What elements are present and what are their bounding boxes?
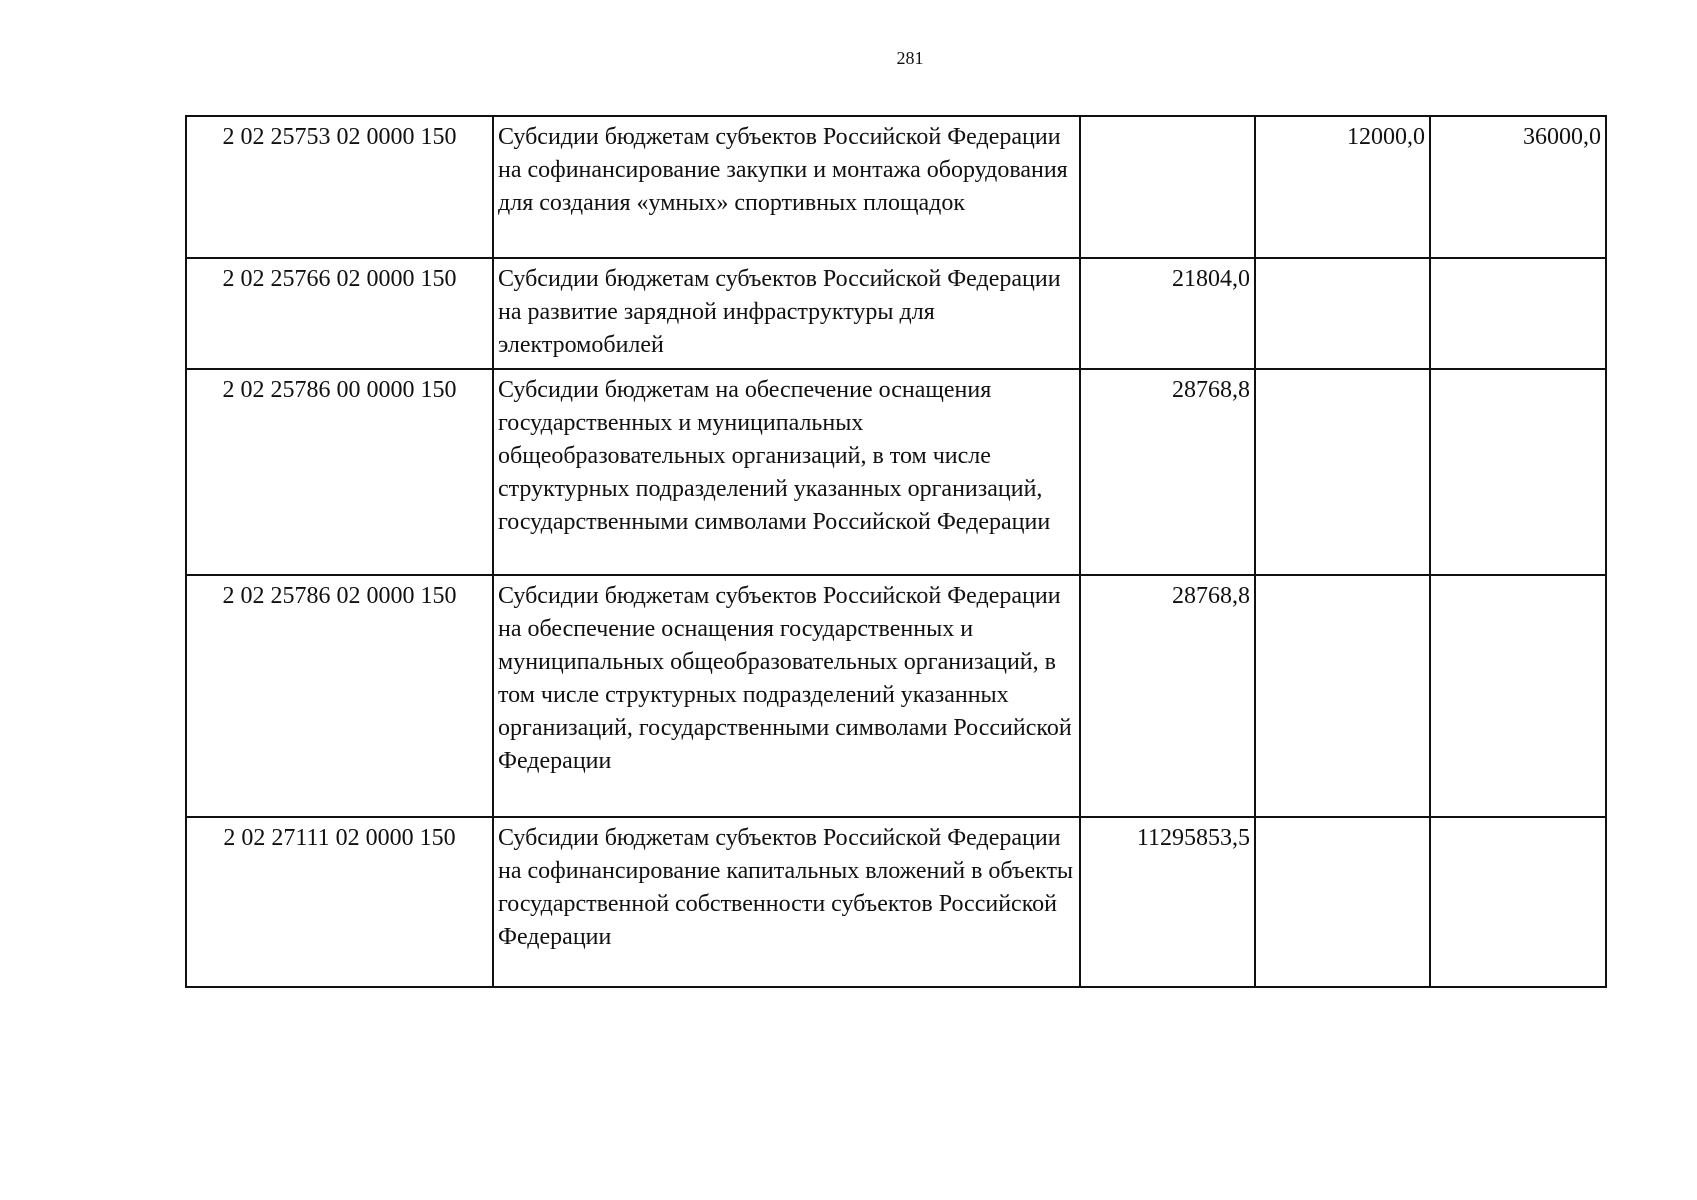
budget-code-cell: 2 02 25753 02 0000 150: [186, 116, 493, 258]
description-cell: Субсидии бюджетам субъектов Российской Федерации на софинансирование капитальных вложений в объекты государственной собственности субъектов Российской Федерации: [493, 817, 1080, 987]
value-cell-3: [1430, 817, 1606, 987]
table-row: [186, 116, 1606, 258]
value-cell-2: 12000,0: [1255, 116, 1430, 258]
table-row: [186, 369, 1606, 575]
value-cell-2: [1255, 258, 1430, 369]
page-number: 281: [896, 48, 924, 68]
value-cell-1: [1080, 116, 1255, 258]
value-cell-1: 28768,8: [1080, 369, 1255, 575]
table-row: [186, 258, 1606, 369]
value-cell-3: [1430, 575, 1606, 817]
budget-code-cell: 2 02 25766 02 0000 150: [186, 258, 493, 369]
value-cell-3: 36000,0: [1430, 116, 1606, 258]
table-row: [186, 575, 1606, 817]
budget-code-cell: 2 02 25786 00 0000 150: [186, 369, 493, 575]
budget-code-cell: 2 02 27111 02 0000 150: [186, 817, 493, 987]
description-cell: Субсидии бюджетам субъектов Российской Федерации на развитие зарядной инфраструктуры для электромобилей: [493, 258, 1080, 369]
value-cell-1: 28768,8: [1080, 575, 1255, 817]
value-cell-3: [1430, 258, 1606, 369]
description-cell: Субсидии бюджетам на обеспечение оснащения государственных и муниципальных общеобразовательных организаций, в том числе структурных подразделений указанных организаций, государственными символами Российской Федерации: [493, 369, 1080, 575]
value-cell-3: [1430, 369, 1606, 575]
table-row: [186, 817, 1606, 987]
description-cell: Субсидии бюджетам субъектов Российской Федерации на обеспечение оснащения государственных и муниципальных общеобразовательных организаций, в том числе структурных подразделений указанных организаций, государственными символами Российской Федерации: [493, 575, 1080, 817]
value-cell-2: [1255, 369, 1430, 575]
value-cell-1: 21804,0: [1080, 258, 1255, 369]
value-cell-1: 11295853,5: [1080, 817, 1255, 987]
value-cell-2: [1255, 817, 1430, 987]
value-cell-2: [1255, 575, 1430, 817]
description-cell: Субсидии бюджетам субъектов Российской Федерации на софинансирование закупки и монтажа оборудования для создания «умных» спортивных площадок: [493, 116, 1080, 258]
budget-table: [185, 115, 1607, 988]
budget-code-cell: 2 02 25786 02 0000 150: [186, 575, 493, 817]
